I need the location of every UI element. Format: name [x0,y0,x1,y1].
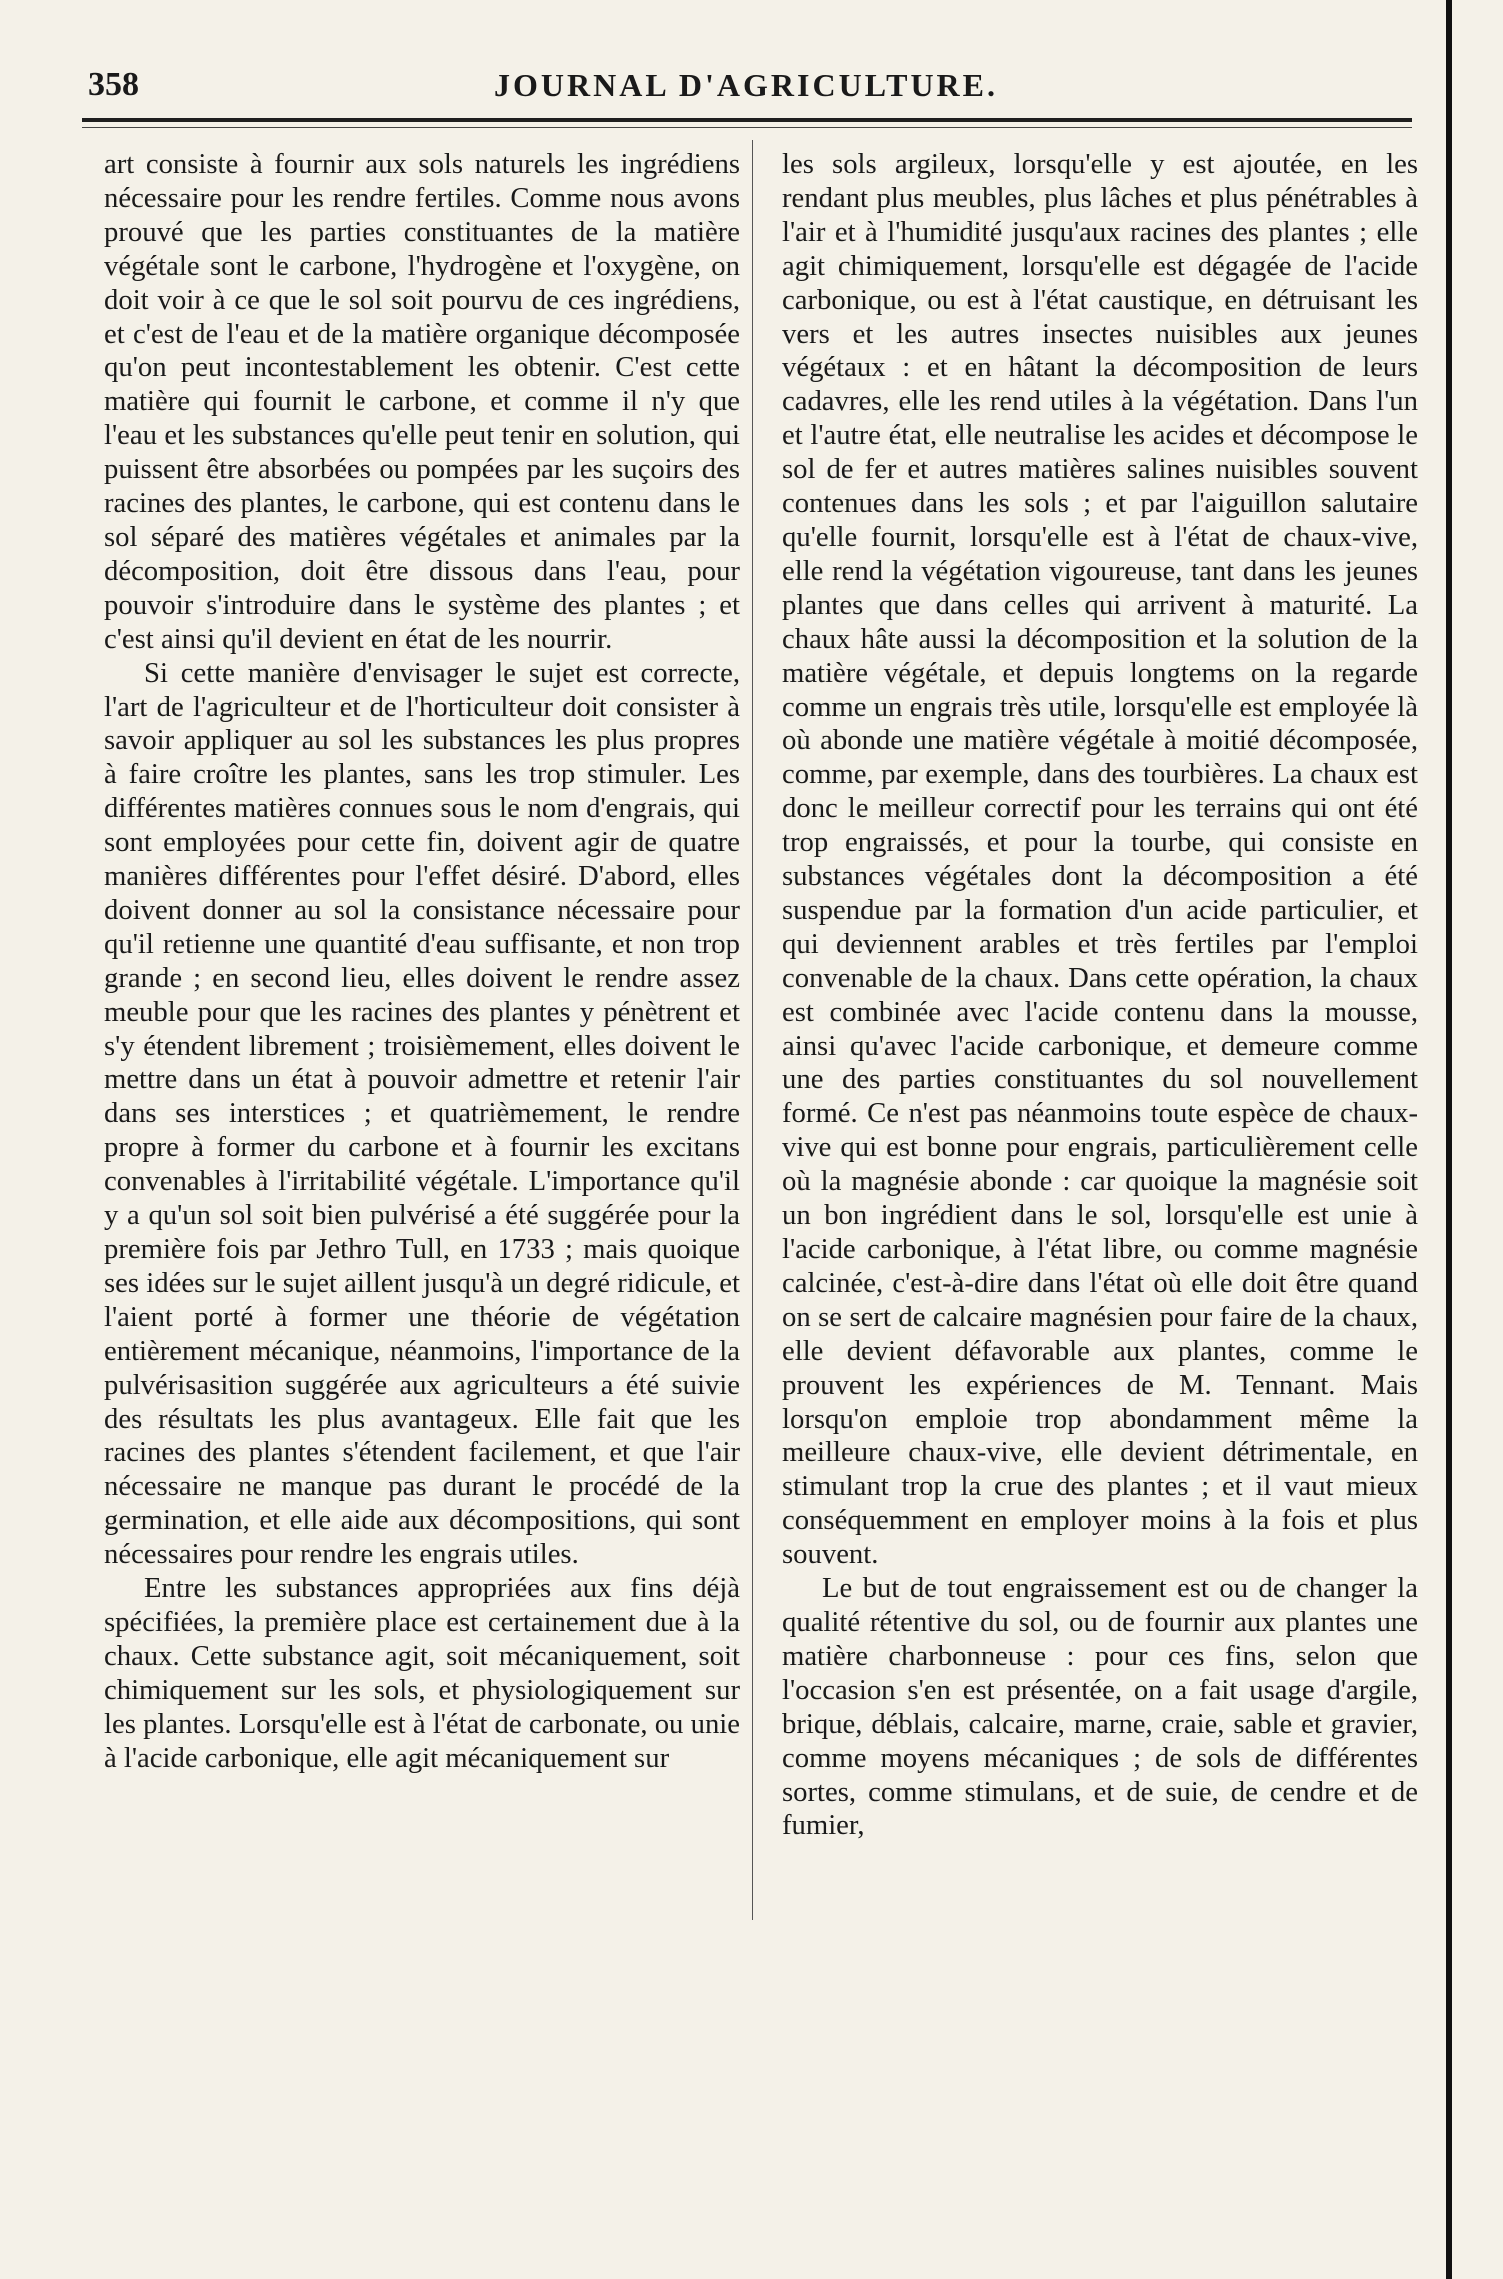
page-header [88,55,1404,115]
page-edge-border [1446,0,1452,2279]
left-paragraph-3: Entre les substances appropriées aux fins déjà spécifiées, la première place est certainement due à la chaux. Cette substance agit, soit mécaniquement, soit chimiquement sur les sols, et physiologiquement sur les plantes. Lorsqu'elle est à l'état de carbonate, ou unie à l'acide carbonique, elle agit mécaniquement sur [104,1572,740,1774]
column-divider [752,140,753,1920]
right-paragraph-1: les sols argileux, lorsqu'elle y est ajoutée, en les rendant plus meubles, plus lâches et plus pénétrables à l'air et à l'humidité jusqu'aux racines des plantes ; elle agit chimiquement, lorsqu'elle est dégagée de l'acide carbonique, ou est à l'état caustique, en détruisant les vers et les autres insectes nuisibles aux jeunes végétaux : et en hâtant la décomposition de leurs cadavres, elle les rend utiles à la végétation. Dans l'un et l'autre état, elle neutralise les acides et décompose le sol de fer et autres matières salines nuisibles souvent contenues dans les sols ; et par l'aiguillon salutaire qu'elle fournit, lorsqu'elle est à l'état de chaux-vive, elle rend la végétation vigoureuse, tant dans les jeunes plantes que dans celles qui arrivent à maturité. La chaux hâte aussi la décomposition et la solution de la matière végétale, et depuis longtems on la regarde comme un engrais très utile, lorsqu'elle est employée là où abonde une matière végétale à moitié décomposée, comme, par exemple, dans des tourbières. La chaux est donc le meilleur correctif pour les terrains qui ont été trop engraissés, et pour la tourbe, qui consiste en substances végétales dont la décomposition a été suspendue par la formation d'un acide particulier, et qui deviennent arables et très fertiles par l'emploi convenable de la chaux. Dans cette opération, la chaux est combinée avec l'acide contenu dans la mousse, ainsi qu'avec l'acide carbonique, et demeure comme une des parties constituantes du sol nouvellement formé. Ce n'est pas néanmoins toute espèce de chaux-vive qui est bonne pour engrais, particulièrement celle où la magnésie abonde : car quoique la magnésie soit un bon ingrédient dans le sol, lorsqu'elle est unie à l'acide carbonique, à l'état libre, ou comme magnésie calcinée, c'est-à-dire dans l'état où elle doit être quand on se sert de calcaire magnésien pour faire de la chaux, elle devient défavorable aux plantes, comme le prouvent les expériences de M. Tennant. Mais lorsqu'on emploie trop abondamment même la meilleure chaux-vive, elle devient détrimentale, en stimulant trop la crue des plantes ; et il vaut mieux conséquemment en employer moins à la fois et plus souvent. [782,148,1418,1571]
right-column [782,148,1418,1843]
left-paragraph-1: art consiste à fournir aux sols naturels les ingrédiens nécessaire pour les rendre fertiles. Comme nous avons prouvé que les parties constituantes de la matière végétale sont le carbone, l'hydrogène et l'oxygène, on doit voir à ce que le sol soit pourvu de ces ingrédiens, et c'est de l'eau et de la matière organique décomposée qu'on peut incontestablement les obtenir. C'est cette matière qui fournit le carbone, et comme il n'y que l'eau et les substances qu'elle peut tenir en solution, qui puissent être absorbées ou pompées par les suçoirs des racines des plantes, le carbone, qui est contenu dans le sol séparé des matières végétales et animales par la décomposition, doit être dissous dans l'eau, pour pouvoir s'introduire dans le système des plantes ; et c'est ainsi qu'il devient en état de les nourrir. [104,148,740,655]
left-paragraph-2: Si cette manière d'envisager le sujet est correcte, l'art de l'agriculteur et de l'horticulteur doit consister à savoir appliquer au sol les substances les plus propres à faire croître les plantes, sans les trop stimuler. Les différentes matières connues sous le nom d'engrais, qui sont employées pour cette fin, doivent agir de quatre manières différentes pour l'effet désiré. D'abord, elles doivent donner au sol la consistance nécessaire pour qu'il retienne une quantité d'eau suffisante, et non trop grande ; en second lieu, elles doivent le rendre assez meuble pour que les racines des plantes y pénètrent et s'y étendent librement ; troisièmement, elles doivent le mettre dans un état à pouvoir admettre et retenir l'air dans ses interstices ; et quatrièmement, le rendre propre à former du carbone et à fournir les excitans convenables à l'irritabilité végétale. L'importance qu'il y a qu'un sol soit bien pulvérisé a été suggérée pour la première fois par Jethro Tull, en 1733 ; mais quoique ses idées sur le sujet aillent jusqu'à un degré ridicule, et l'aient porté à former une théorie de végétation entièrement mécanique, néanmoins, l'importance de la pulvérisasition suggérée aux agriculteurs a été suivie des résultats les plus avantageux. Elle fait que les racines des plantes s'étendent facilement, et que l'air nécessaire ne manque pas durant le procédé de la germination, et elle aide aux décompositions, qui sont nécessaires pour rendre les engrais utiles. [104,656,740,1571]
running-title: JOURNAL D'AGRICULTURE. [494,66,998,103]
header-rule-thick [82,118,1412,122]
page-number: 358 [88,66,139,103]
left-column [104,148,740,1776]
right-paragraph-2: Le but de tout engraissement est ou de changer la qualité rétentive du sol, ou de fournir aux plantes une matière charbonneuse : pour ces fins, selon que l'occasion s'en est présentée, on a fait usage d'argile, brique, déblais, calcaire, marne, craie, sable et gravier, comme moyens mécaniques ; de sols de différentes sortes, comme stimulans, et de suie, de cendre et de fumier, [782,1572,1418,1842]
header-rule-thin [82,127,1412,128]
